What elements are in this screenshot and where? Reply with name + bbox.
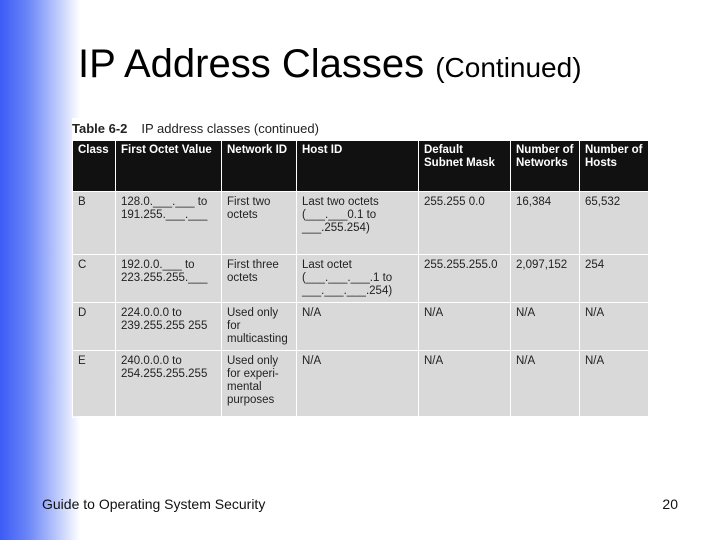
cell-subnet-mask: 255.255 0.0 <box>419 192 511 255</box>
cell-num-hosts: 254 <box>580 255 649 303</box>
table-row <box>73 351 649 418</box>
header-network-id: Network ID <box>222 141 297 192</box>
cell-subnet-mask: N/A <box>419 351 511 418</box>
cell-first-octet: 128.0.___.___ to 191.255.___.___ <box>116 192 222 255</box>
cell-host-id: Last octet (___.___.___.1 to ___.___.___.254) <box>297 255 419 303</box>
header-num-networks: Number of Networks <box>511 141 580 192</box>
cell-subnet-mask: 255.255.255.0 <box>419 255 511 303</box>
cell-network-id: First three octets <box>222 255 297 303</box>
cell-host-id: N/A <box>297 303 419 351</box>
cell-num-networks: 16,384 <box>511 192 580 255</box>
table-header-row <box>73 141 649 192</box>
header-class: Class <box>73 141 116 192</box>
table-caption-text: IP address classes (continued) <box>141 121 319 136</box>
table-row <box>73 192 649 255</box>
header-host-id: Host ID <box>297 141 419 192</box>
cell-subnet-mask: N/A <box>419 303 511 351</box>
cell-class: D <box>73 303 116 351</box>
title-subtitle: (Continued) <box>435 52 582 83</box>
ip-classes-table <box>72 140 649 418</box>
header-num-hosts: Number of Hosts <box>580 141 649 192</box>
cell-first-octet: 224.0.0.0 to 239.255.255 255 <box>116 303 222 351</box>
header-first-octet: First Octet Value <box>116 141 222 192</box>
table-caption <box>72 118 648 140</box>
title-main: IP Address Classes <box>78 42 425 86</box>
slide-title <box>78 42 678 87</box>
cell-network-id: First two octets <box>222 192 297 255</box>
cell-host-id: N/A <box>297 351 419 418</box>
cell-num-hosts: N/A <box>580 303 649 351</box>
cell-network-id: Used only for multicasting <box>222 303 297 351</box>
page-number: 20 <box>662 496 678 512</box>
footer-text: Guide to Operating System Security <box>42 496 266 512</box>
cell-first-octet: 192.0.0.___ to 223.255.255.___ <box>116 255 222 303</box>
cell-class: C <box>73 255 116 303</box>
cell-num-networks: N/A <box>511 303 580 351</box>
cell-class: E <box>73 351 116 418</box>
cell-first-octet: 240.0.0.0 to 254.255.255.255 <box>116 351 222 418</box>
cell-network-id: Used only for experi-mental purposes <box>222 351 297 418</box>
cell-class: B <box>73 192 116 255</box>
cell-num-hosts: N/A <box>580 351 649 418</box>
cell-num-networks: N/A <box>511 351 580 418</box>
cell-host-id: Last two octets (___.___0.1 to ___.255.254) <box>297 192 419 255</box>
cell-num-networks: 2,097,152 <box>511 255 580 303</box>
ip-classes-table-figure <box>72 118 648 416</box>
decorative-left-gradient-bar <box>0 0 80 540</box>
table-caption-label: Table 6-2 <box>72 121 128 136</box>
table-row <box>73 255 649 303</box>
table-row <box>73 303 649 351</box>
header-subnet-mask: Default Subnet Mask <box>419 141 511 192</box>
cell-num-hosts: 65,532 <box>580 192 649 255</box>
